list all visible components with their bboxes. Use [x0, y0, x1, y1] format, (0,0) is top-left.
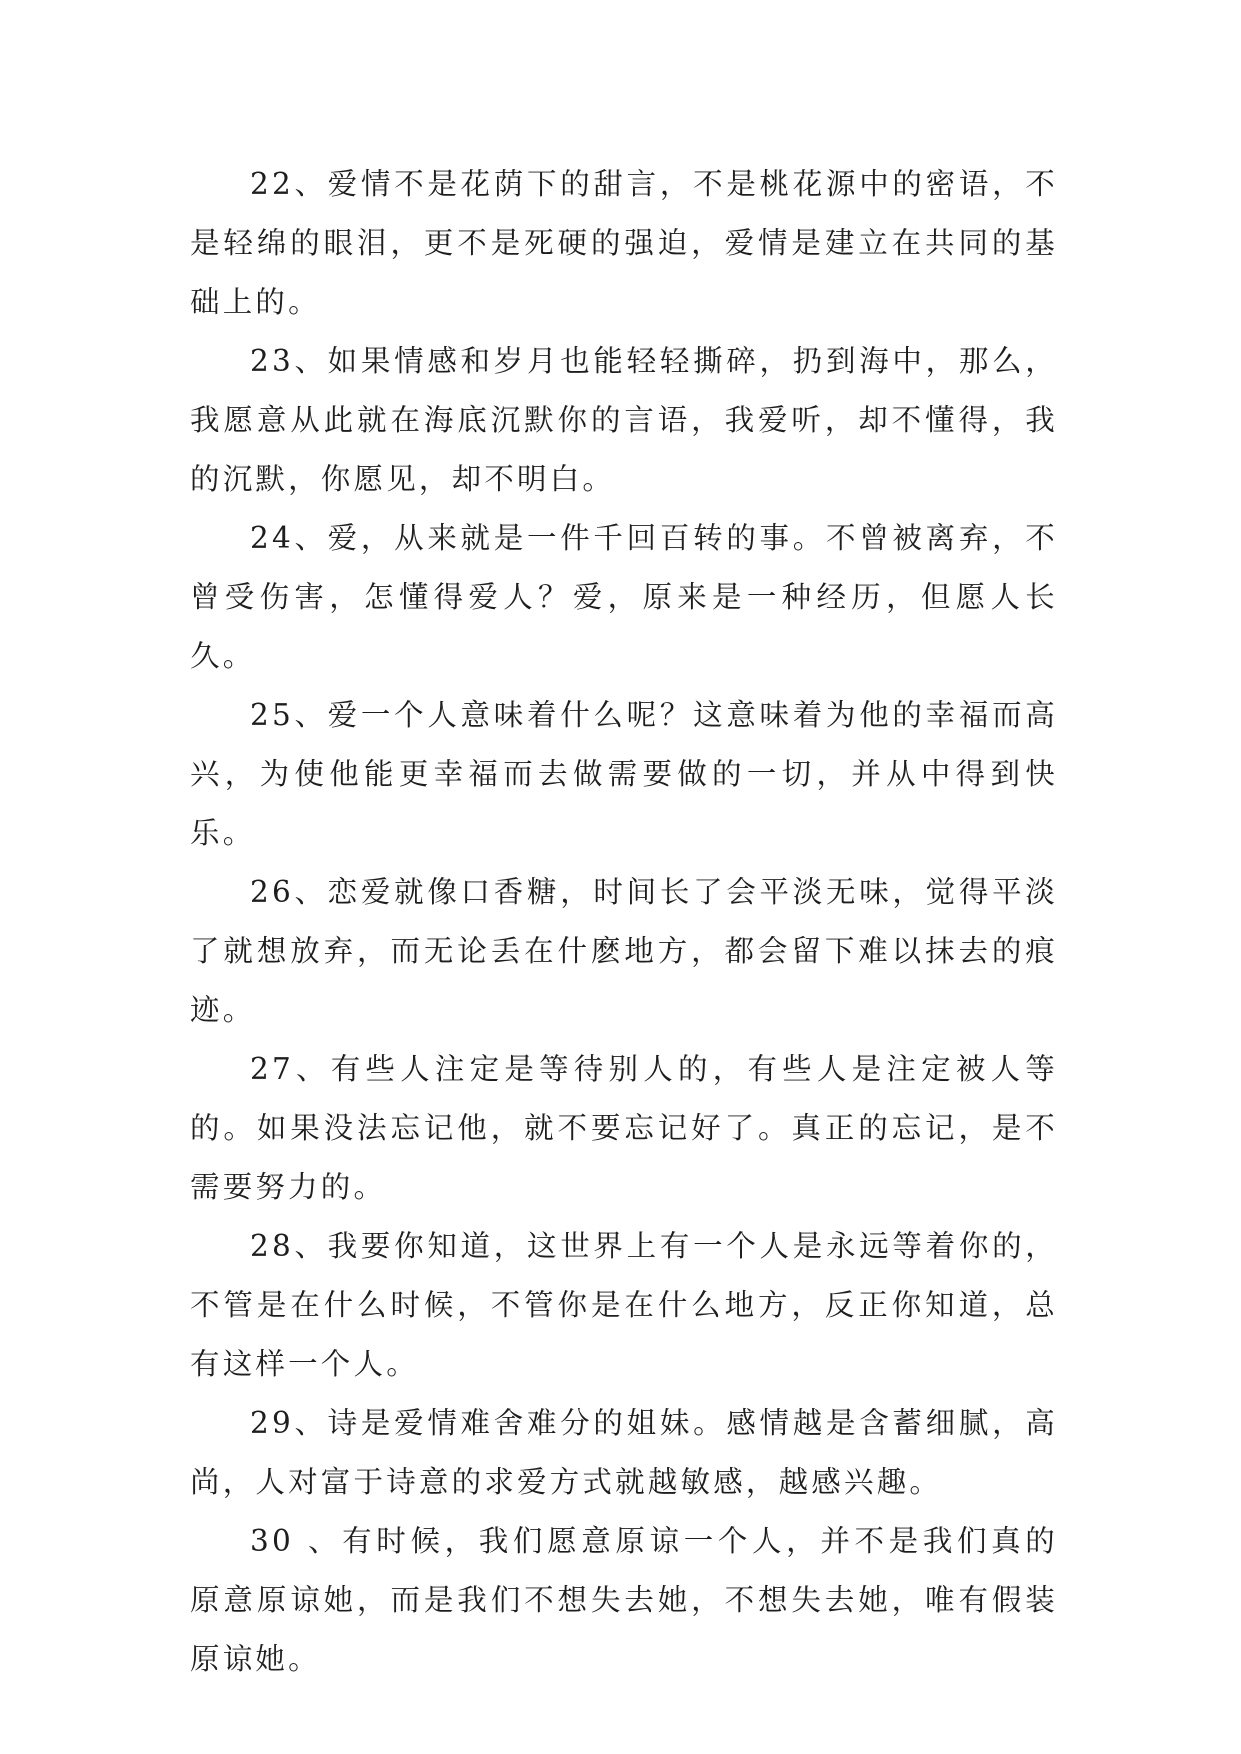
quote-paragraph-29: 29、诗是爱情难舍难分的姐妹。感情越是含蓄细腻，高尚，人对富于诗意的求爱方式就越敏感，越感兴趣。 [190, 1406, 1058, 1499]
quote-paragraph-22: 22、爱情不是花荫下的甜言，不是桃花源中的密语，不是轻绵的眼泪，更不是死硬的强迫，爱情是建立在共同的基础上的。 [190, 167, 1058, 319]
quote-paragraph-23: 23、如果情感和岁月也能轻轻撕碎，扔到海中，那么，我愿意从此就在海底沉默你的言语，我爱听，却不懂得，我的沉默，你愿见，却不明白。 [190, 344, 1058, 496]
document-body [190, 155, 1058, 1689]
quote-paragraph-26: 26、恋爱就像口香糖，时间长了会平淡无味，觉得平淡了就想放弃，而无论丢在什麽地方，都会留下难以抹去的痕迹。 [190, 875, 1058, 1027]
quote-paragraph-28: 28、我要你知道，这世界上有一个人是永远等着你的，不管是在什么时候，不管你是在什么地方，反正你知道，总有这样一个人。 [190, 1229, 1058, 1381]
quote-paragraph-25: 25、爱一个人意味着什么呢？这意味着为他的幸福而高兴，为使他能更幸福而去做需要做的一切，并从中得到快乐。 [190, 698, 1058, 850]
quote-paragraph-30: 30 、有时候，我们愿意原谅一个人，并不是我们真的原意原谅她，而是我们不想失去她，不想失去她，唯有假装原谅她。 [190, 1524, 1058, 1676]
quote-paragraph-24: 24、爱，从来就是一件千回百转的事。不曾被离弃，不曾受伤害，怎懂得爱人？爱，原来是一种经历，但愿人长久。 [190, 521, 1058, 673]
quote-paragraph-27: 27、有些人注定是等待别人的，有些人是注定被人等的。如果没法忘记他，就不要忘记好了。真正的忘记，是不需要努力的。 [190, 1052, 1058, 1204]
